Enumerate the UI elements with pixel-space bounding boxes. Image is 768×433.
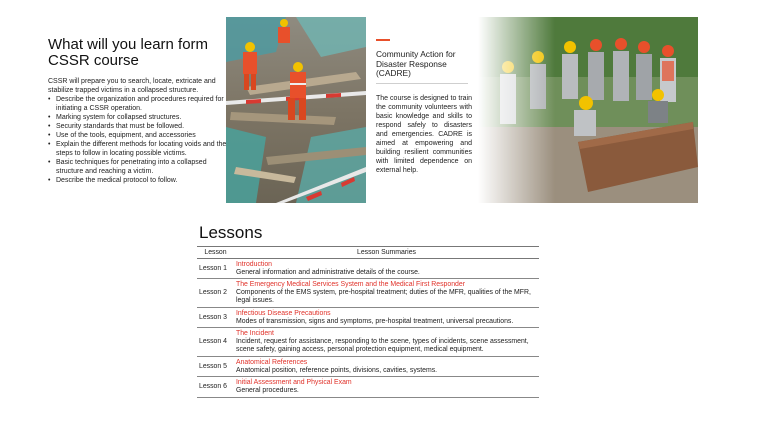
lesson-number: Lesson 5 — [197, 356, 234, 377]
lessons-table — [197, 246, 539, 398]
lesson-summary: General procedures. — [236, 387, 299, 395]
table-row — [197, 356, 539, 377]
table-row — [197, 377, 539, 398]
learn-bullet-list — [48, 96, 230, 186]
learn-bullet: • Marking system for collapsed structures. — [48, 114, 230, 123]
learn-intro-text: CSSR will prepare you to search, locate, extricate and stabilize trapped victims in a collapsed structure. — [48, 78, 216, 94]
lesson-title: Anatomical References — [236, 358, 308, 366]
learn-heading: What will you learn form CSSR course — [48, 36, 209, 69]
lesson-number: Lesson 2 — [197, 279, 234, 307]
table-header-row — [197, 247, 539, 259]
lesson-details — [234, 258, 539, 279]
cadre-heading: Community Action for Disaster Response (CADRE) — [376, 49, 456, 79]
learn-bullet: • Use of the tools, equipment, and accessories — [48, 132, 230, 141]
learn-bullet: • Explain the different methods for locating voids and the steps to follow in locating possible victims. — [48, 141, 230, 158]
lesson-summary: Components of the EMS system, pre-hospital treatment; duties of the MFR, qualities of the MFR, legal issues. — [236, 289, 531, 304]
lesson-details — [234, 356, 539, 377]
lesson-details — [234, 307, 539, 328]
lesson-title: Introduction — [236, 260, 273, 268]
learn-bullet: • Describe the medical protocol to follow. — [48, 177, 230, 186]
lesson-title: The Incident — [236, 330, 274, 338]
lesson-number: Lesson 6 — [197, 377, 234, 398]
lesson-summary: Incident, request for assistance, responding to the scene, types of incidents, scene assessment, scene safety, gaining access, personal protection equipment, medical equipment. — [236, 338, 529, 353]
rescue-workers-photo — [226, 17, 366, 203]
lesson-summary: Modes of transmission, signs and symptoms, pre-hospital treatment, universal precautions. — [236, 317, 514, 325]
cadre-accent-bar — [376, 39, 390, 41]
lesson-title: Initial Assessment and Physical Exam — [236, 379, 352, 387]
table-row — [197, 258, 539, 279]
learn-bullet: • Security standards that must be followed. — [48, 123, 230, 132]
table-row — [197, 328, 539, 356]
learn-bullet: • Basic techniques for penetrating into a collapsed structure and reaching a victim. — [48, 159, 230, 176]
lesson-number: Lesson 4 — [197, 328, 234, 356]
lesson-details — [234, 279, 539, 307]
summaries-column-header: Lesson Summaries — [234, 247, 539, 259]
learn-bullet: • Describe the organization and procedures required for initiating a CSSR operation. — [48, 96, 230, 113]
lesson-column-header: Lesson — [197, 247, 234, 259]
cadre-description: The course is designed to train the community volunteers with basic knowledge and skills to respond safely to disasters and emergencies. CADRE is aimed at empowering and building resilient communities with limited dependence on external help. — [376, 95, 472, 174]
cadre-divider — [376, 83, 468, 84]
volunteers-training-photo — [478, 17, 698, 203]
lesson-summary: Anatomical position, reference points, divisions, cavities, systems. — [236, 366, 438, 374]
table-row — [197, 279, 539, 307]
lessons-heading: Lessons — [199, 223, 263, 242]
lesson-summary: General information and administrative details of the course. — [236, 268, 420, 276]
lesson-details — [234, 328, 539, 356]
lesson-details — [234, 377, 539, 398]
lesson-number: Lesson 1 — [197, 258, 234, 279]
lesson-title: The Emergency Medical Services System and the Medical First Responder — [236, 281, 466, 289]
lesson-number: Lesson 3 — [197, 307, 234, 328]
lesson-title: Infectious Disease Precautions — [236, 309, 331, 317]
table-row — [197, 307, 539, 328]
